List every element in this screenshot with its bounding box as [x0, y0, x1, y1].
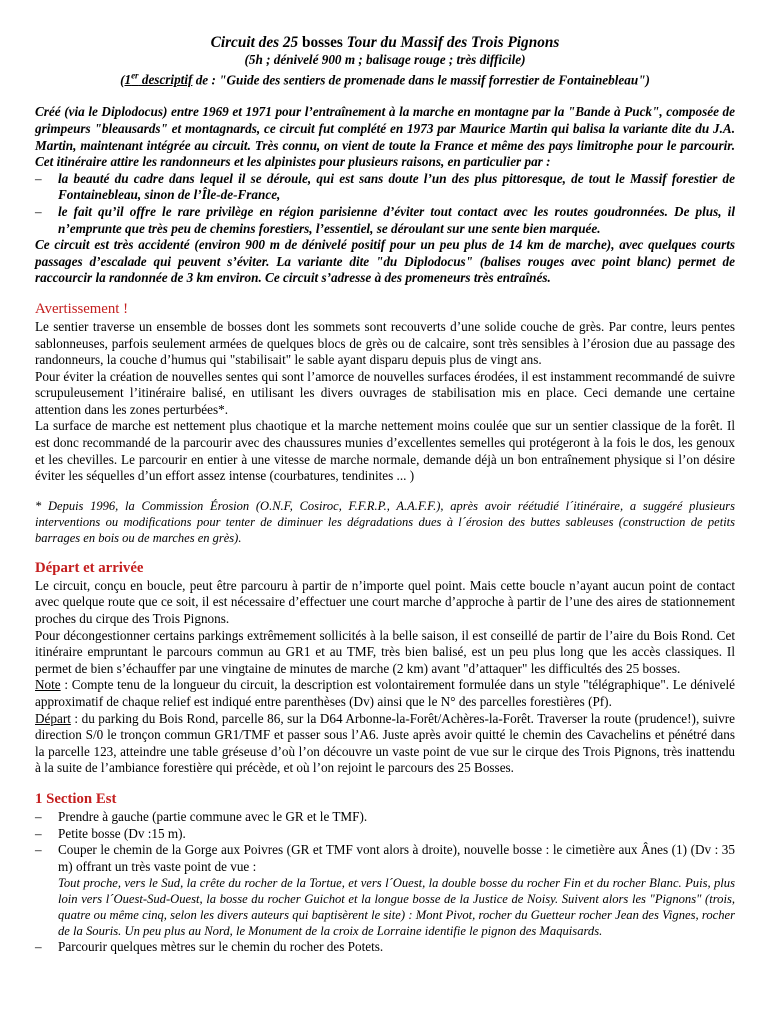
- source-line: [35, 68, 735, 88]
- section-est-heading: 1 Section Est: [35, 790, 117, 807]
- section-est-list: [35, 809, 735, 956]
- item-text: Parcourir quelques mètres sur le chemin du rocher des Potets.: [58, 939, 384, 955]
- list-item: [35, 826, 735, 843]
- title-part: Tour du Massif des Trois Pignons: [342, 34, 560, 51]
- dash-bullet: –: [35, 808, 42, 824]
- depart-paragraph: Pour décongestionner certains parkings extrêmement sollicités à la belle saison, il est conseillé de partir de l’aire du Bois Rond. Cet itinéraire empruntant le parcours commun au GR1 et au TMF, très bien balisé, est un peu plus long que les accès classiques. Il permet de bien s’échauffer par une vingtaine de minutes de marche (2 km) avant "d’attaquer" les difficultés des 25 bosses.: [35, 627, 735, 676]
- page-title: [35, 34, 735, 52]
- source-prefix: (: [120, 72, 125, 88]
- depart-label: Départ: [35, 710, 71, 726]
- intro-paragraph-2: Ce circuit est très accidenté (environ 900 m de dénivelé positif pour un peu plus de 14 km de marche), avec quelques courts passages d’escalade qui peuvent s’éviter. La variante dite "du Diplodocus" (balises rouges avec point blanc) permet de raccourcir la randonnée de 3 km environ. Ce circuit s’adresse à des promeneurs très entraînés.: [35, 237, 735, 286]
- avertissement-paragraph: La surface de marche est nettement plus chaotique et la marche nettement moins coulée que sur un sentier classique de la forêt. Il est donc recommandé de la parcourir avec des chaussures munies d’excellentes semelles qui protégeront à la fois le dos, les genoux et les chevilles. Le parcourir en entier à une vitesse de marche normale, demande déjà un bon entraînement physique si l’on désire éviter les séquelles d’un effort assez intense (courbatures, tendinites ... ): [35, 418, 735, 484]
- dash-bullet: –: [35, 203, 42, 219]
- erosion-note: * Depuis 1996, la Commission Érosion (O.N.F, Cosiroc, F.F.R.P., A.A.F.F.), après avoir réétudié l´itinéraire, a suggéré plusieurs interventions ou modifications pour tenter de diminuer les dégradations dues à l´érosion des buttes sableuses (construction de petits barrages en bois ou de marches en grès).: [35, 498, 735, 545]
- note-label: Note: [35, 677, 61, 693]
- dash-bullet: –: [35, 939, 42, 955]
- dash-bullet: –: [35, 842, 42, 858]
- item-text: Couper le chemin de la Gorge aux Poivres (GR et TMF vont alors à droite), nouvelle bosse : le cimetière aux Ânes (1) (Dv : 35 m) offrant un très vaste point de vue :: [58, 842, 735, 874]
- dash-bullet: –: [35, 170, 42, 186]
- page-subtitle: (5h ; dénivelé 900 m ; balisage rouge ; très difficile): [244, 52, 526, 67]
- depart-paragraph: Le circuit, conçu en boucle, peut être parcouru à partir de n’importe quel point. Mais cette boucle n’ayant aucun point de contact avec quelque route que ce soit, il est nécessaire d’effectuer une court marche d’approche à partir de l’une des aires de stationnement proches du cirque des Trois Pignons.: [35, 577, 735, 627]
- source-rest: de : "Guide des sentiers de promenade dans le massif forrestier de Fontainebleau"): [192, 72, 650, 88]
- list-item: [35, 842, 735, 939]
- depart-heading: Départ et arrivée: [35, 559, 144, 576]
- source-link-text: descriptif: [138, 72, 193, 88]
- item-text: Petite bosse (Dv :15 m).: [58, 825, 186, 841]
- title-part: bosses: [302, 34, 343, 51]
- bullet-text: le fait qu’il offre le rare privilège en région parisienne d’éviter tout contact avec les routes goudronnées. De plus, il n’emprunte que très peu de chemins forestiers, l’essentiel, se déroulant sur une sente bien marquée.: [58, 203, 735, 236]
- avertissement-paragraph: Le sentier traverse un ensemble de bosses dont les sommets sont recouverts d’une solide couche de grès. Par contre, leurs pentes sablonneuses, parfois seulement armées de quelques blocs de grès ou de calcaire, sont très sensibles à l’érosion due au passage des randonneurs, la couche d’humus qui "stabilisait" le sable ayant disparu depuis plus de vingt ans.: [35, 318, 735, 368]
- source-sup: er: [131, 71, 139, 81]
- depart-detail-paragraph: [35, 711, 735, 777]
- note-text: : Compte tenu de la longueur du circuit, la description est volontairement formulée dans un style "télégraphique". Le dénivelé approximatif de chaque relief est indiqué entre parenthèses (Dv) ainsi que le N° des parcelles forestières (Pf).: [35, 677, 735, 710]
- list-item: [35, 171, 735, 204]
- list-item: [35, 204, 735, 237]
- depart-text: : du parking du Bois Rond, parcelle 86, sur la D64 Arbonne-la-Forêt/Achères-la-Forêt. Traverser la route (prudence!), suivre direction S/0 le tronçon commun GR1/TMF et passer sous l’A6. Juste après avoir quitté le chemin des Cavachelins et pénétré dans la parcelle 123, atteindre une table gréseuse d’où l’on découvre un vaste point de vue sur le cirque des Trois Pignons, très inattendu à la suite de l’ambiance forestière qui précède, et où l’on rejoint le parcours des 25 Bosses.: [35, 710, 735, 776]
- intro-bullets: [35, 171, 735, 237]
- view-description: Tout proche, vers le Sud, la crête du rocher de la Tortue, et vers l´Ouest, la double bosse du rocher Fin et du rocher Blanc. Puis, plus loin vers l´Ouest-Sud-Ouest, la bosse du rocher Guichot et la longue bosse de la Justice de Noisy. Suivent alors les "Pignons" (trois, quatre ou même cinq, selon les divers auteurs qui baptisèrent le site) : Mont Pivot, rocher du Guetteur rocher Jean des Vignes, rocher de la Souris. Un peu plus au Nord, le Monument de la croix de Lorraine identifie le pignon des Maquisards.: [58, 876, 735, 939]
- avertissement-heading: Avertissement !: [35, 300, 129, 317]
- item-text: Prendre à gauche (partie commune avec le GR et le TMF).: [58, 808, 368, 824]
- note-paragraph: [35, 677, 735, 710]
- source-num: 1: [124, 72, 132, 88]
- title-part: Circuit des 25: [210, 34, 303, 51]
- dash-bullet: –: [35, 825, 42, 841]
- list-item: [35, 809, 735, 826]
- intro-paragraph: Créé (via le Diplodocus) entre 1969 et 1971 pour l’entraînement à la marche en montagne par la "Bande à Puck", composée de grimpeurs "bleausards" et montagnards, ce circuit fut complété en 1973 par Maurice Martin qui balisa la variante dite du J.A. Martin, maintenant intégrée au circuit. Très connu, on vient de toute la France et même des pays limitrophe pour le parcourir. Cet itinéraire attire les randonneurs et les alpinistes pour plusieurs raisons, en particulier par :: [35, 104, 735, 170]
- bullet-text: la beauté du cadre dans lequel il se déroule, qui est sans doute l’un des plus pittoresque, de tout le Massif forestier de Fontainebleau, sinon de l’Île-de-France,: [58, 170, 735, 203]
- list-item: [35, 939, 735, 956]
- avertissement-paragraph: Pour éviter la création de nouvelles sentes qui sont l’amorce de nouvelles surfaces érodées, il est instamment recommandé de suivre scrupuleusement l’itinéraire balisé, en utilisant les divers ouvrages de stabilisation mis en place. Ceci demande une certaine attention dans les zones perturbées*.: [35, 368, 735, 417]
- source-descriptif: [124, 72, 192, 87]
